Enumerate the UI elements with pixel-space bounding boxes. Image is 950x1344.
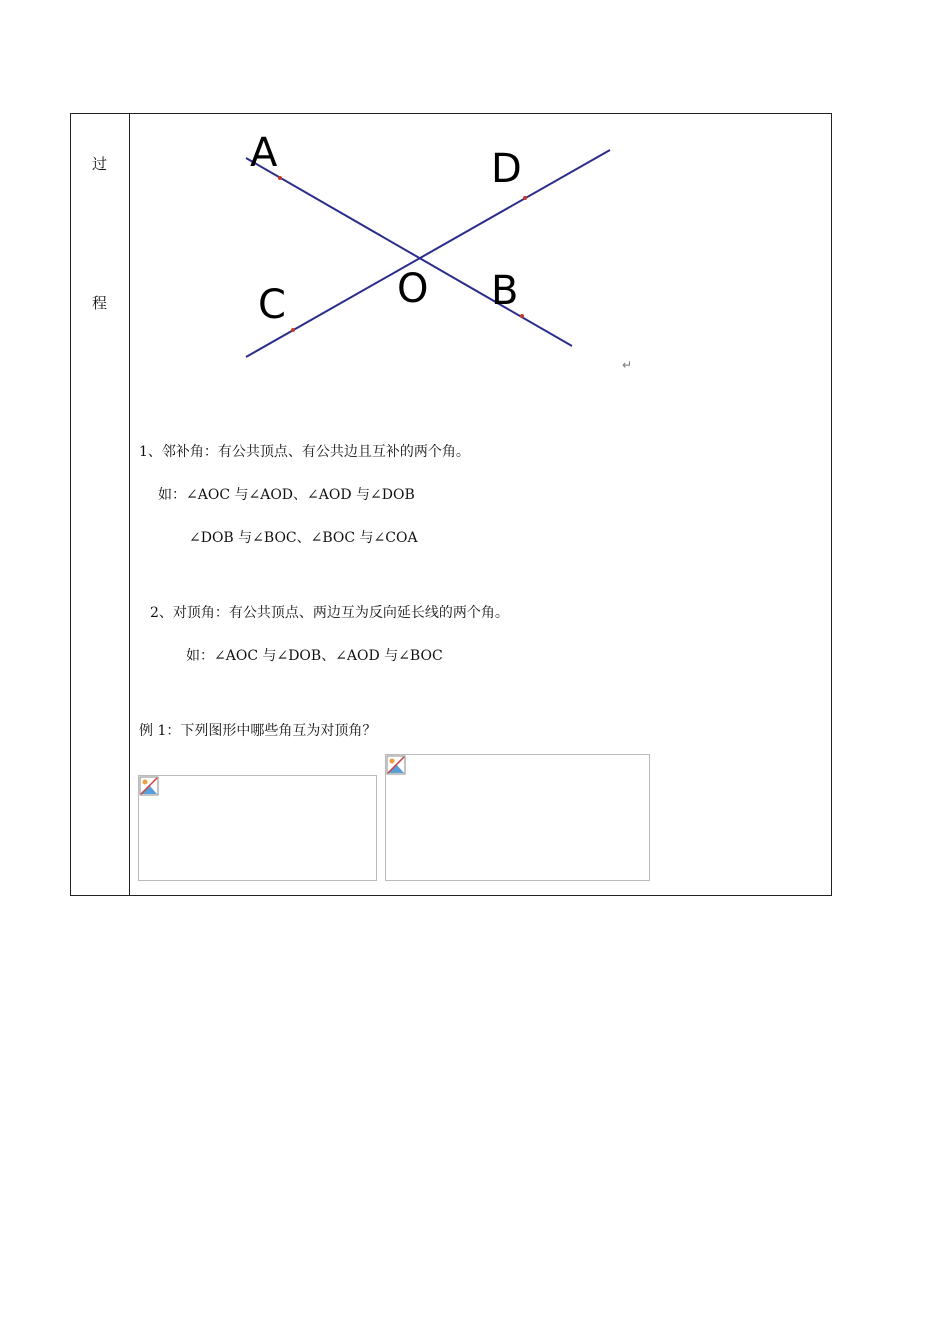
image-placeholder-2	[385, 754, 650, 881]
label-o: O	[397, 266, 429, 312]
point-c-dot	[291, 328, 295, 332]
label-c: C	[258, 282, 286, 328]
point-d-dot	[523, 196, 527, 200]
paragraph-mark: ↵	[622, 358, 633, 372]
line-ab	[246, 158, 572, 346]
label-d: D	[491, 146, 522, 192]
side-label-cheng: 程	[92, 294, 108, 312]
example-question: 例 1：下列图形中哪些角互为对顶角？	[139, 723, 377, 739]
point-a-dot	[278, 176, 282, 180]
label-a: A	[250, 130, 278, 176]
point-b-dot	[520, 314, 524, 318]
broken-image-icon	[386, 755, 406, 775]
image-placeholder-1	[138, 775, 377, 881]
label-b: B	[491, 268, 519, 314]
vertical-angle-definition: 2、对顶角：有公共顶点、两边互为反向延长线的两个角。	[150, 605, 509, 621]
broken-image-icon	[139, 776, 159, 796]
adjacent-angle-example-2: ∠DOB 与∠BOC、∠BOC 与∠COA	[189, 530, 418, 546]
adjacent-angle-example-1: 如：∠AOC 与∠AOD、∠AOD 与∠DOB	[158, 487, 415, 503]
adjacent-angle-definition: 1、邻补角：有公共顶点、有公共边且互补的两个角。	[139, 444, 470, 460]
side-label-guo: 过	[92, 155, 108, 173]
line-cd	[246, 150, 610, 357]
vertical-angle-example: 如：∠AOC 与∠DOB、∠AOD 与∠BOC	[186, 648, 443, 664]
intersecting-lines-figure	[0, 0, 950, 420]
